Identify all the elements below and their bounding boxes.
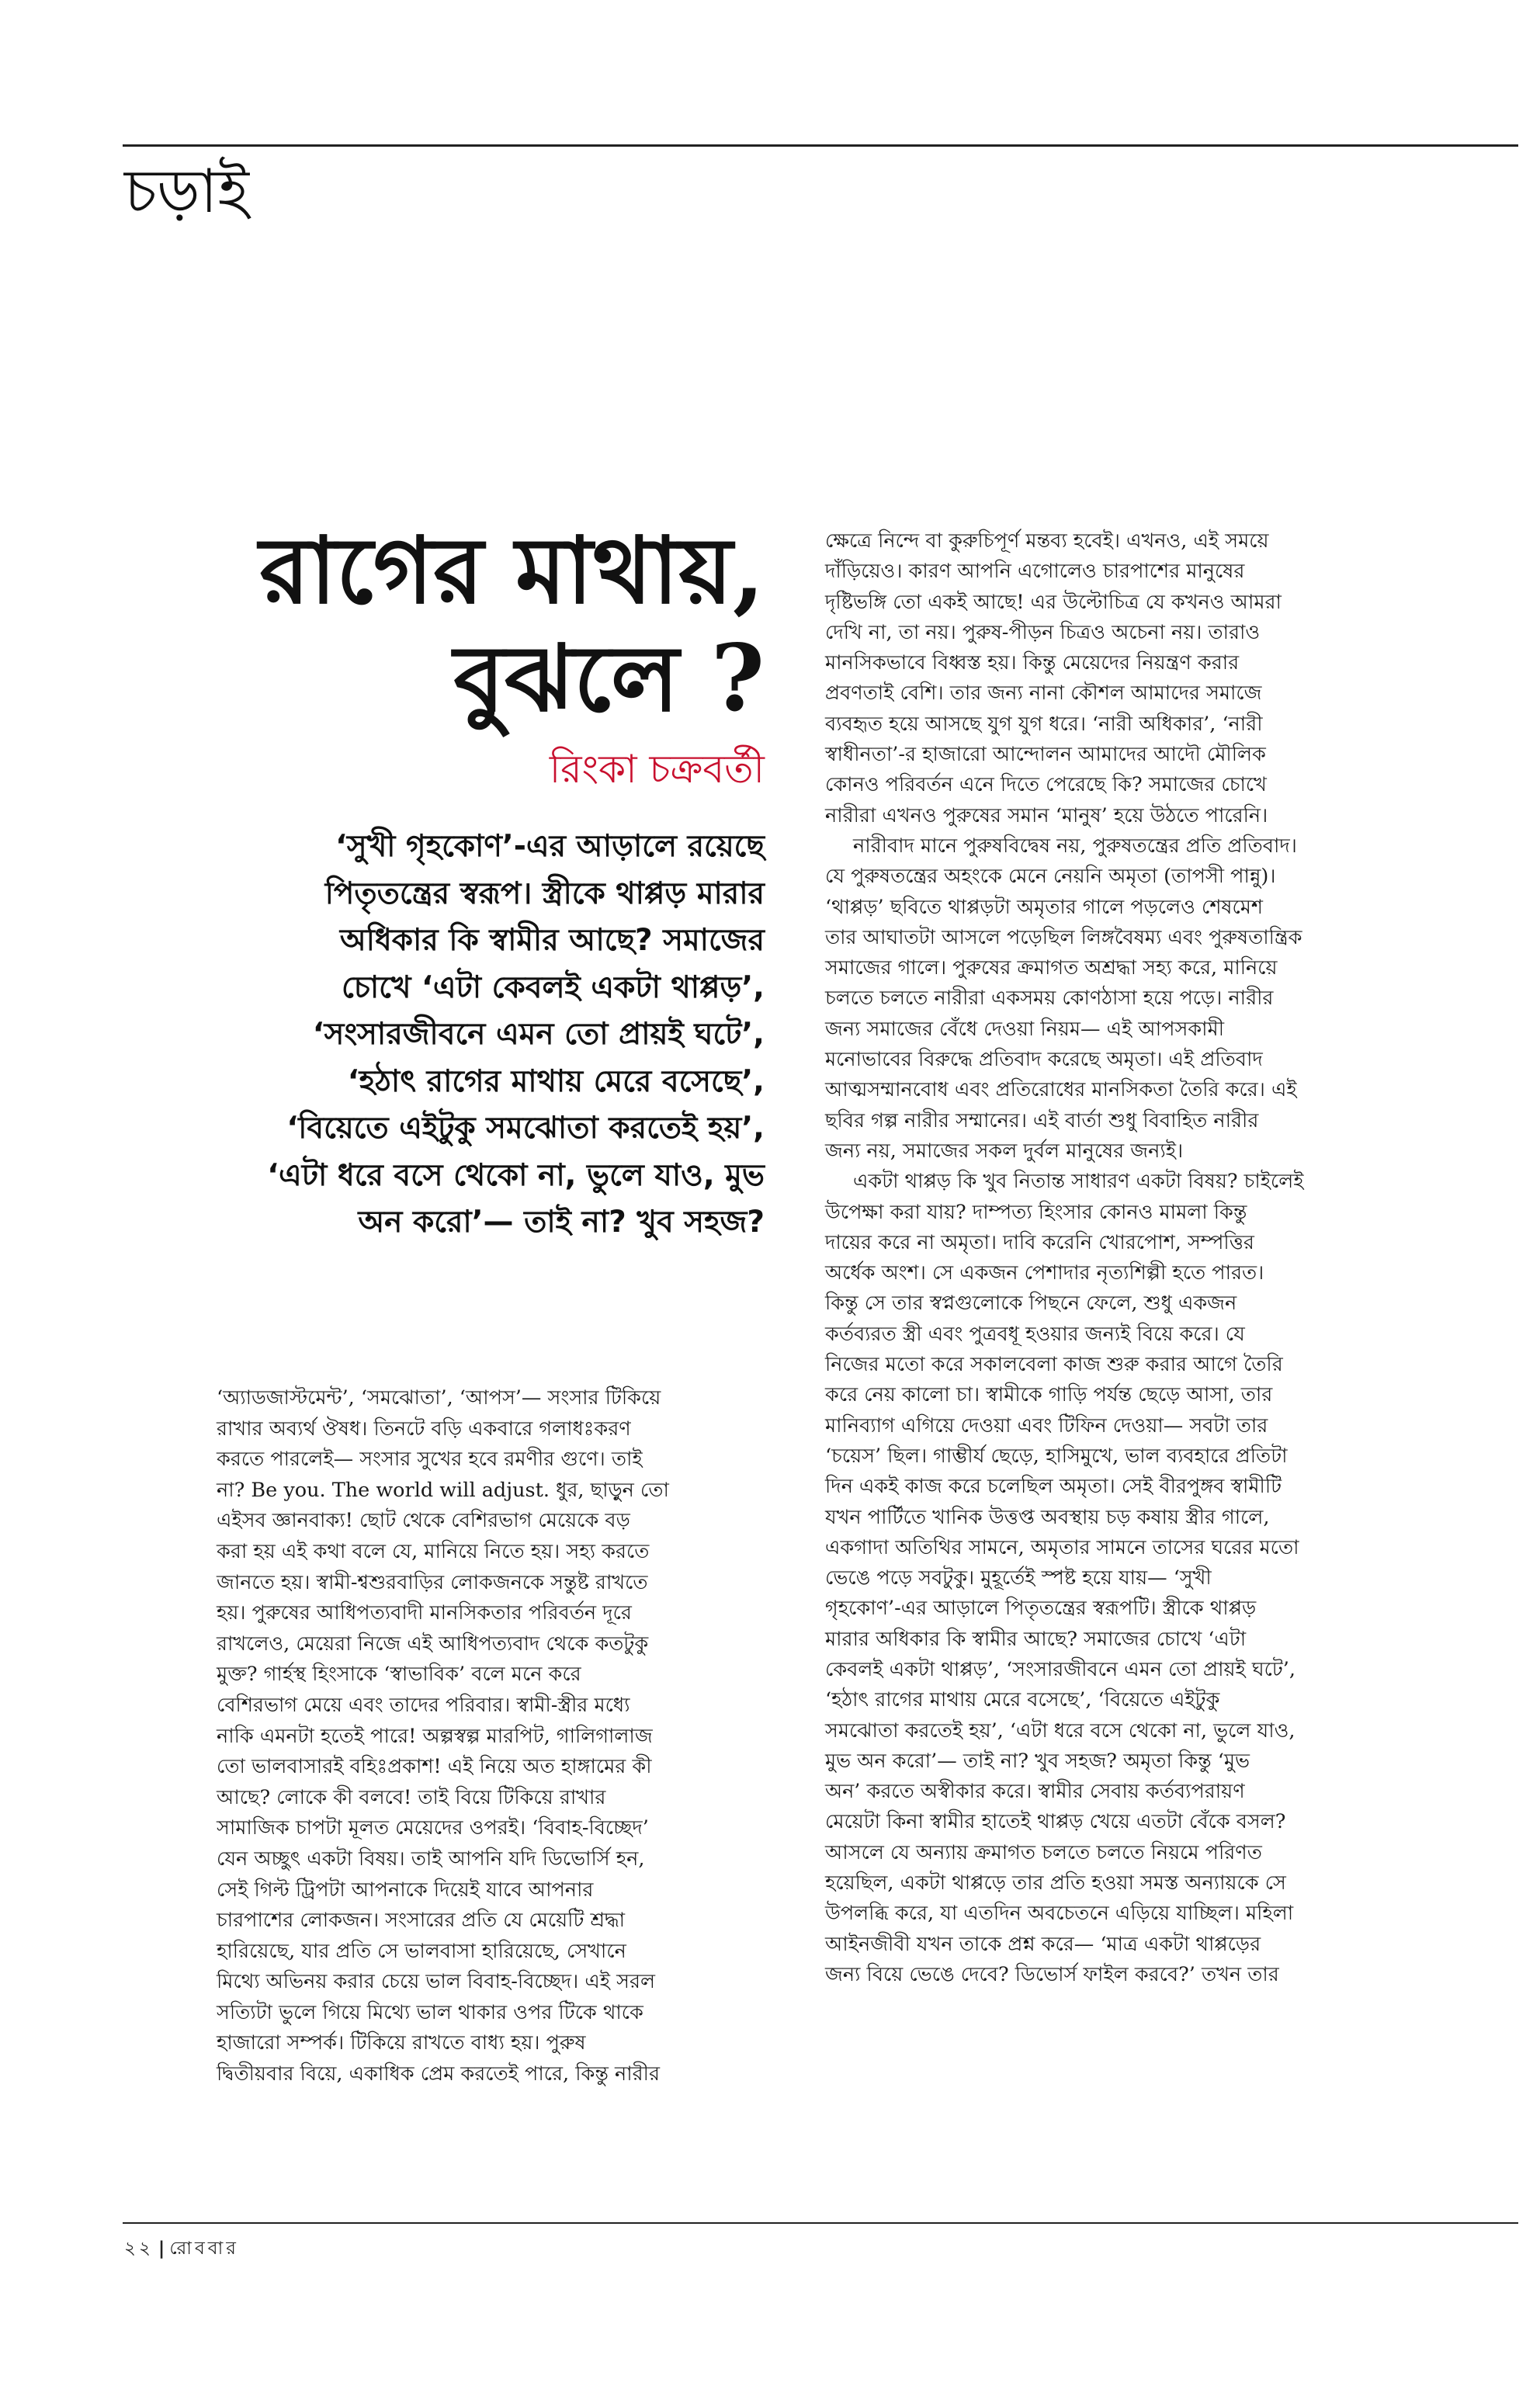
page-number: ২২	[124, 2239, 154, 2259]
body-line: দাঁড়িয়েও। কারণ আপনি এগোলেও চারপাশের মানুষের	[825, 560, 1245, 584]
body-line: সত্যিটা ভুলে গিয়ে মিথ্যে ভাল থাকার ওপর টিকে থাকে	[217, 2000, 643, 2024]
body-line: কোনও পরিবর্তন এনে দিতে পেরেছে কি? সমাজের চোখে	[825, 773, 1267, 797]
body-line: করে নেয় কালো চা। স্বামীকে গাড়ি পর্যন্ত ছেড়ে আসা, তার	[825, 1383, 1273, 1407]
body-line: উপলব্ধি করে, যা এতদিন অবচেতনে এড়িয়ে যাচ্ছিল। মহিলা	[825, 1902, 1294, 1926]
body-line: একগাদা অতিথির সামনে, অমৃতার সামনে তাসের ঘরের মতো	[825, 1535, 1299, 1559]
body-line: জন্য বিয়ে ভেঙে দেবে? ডিভোর্স ফাইল করবে?’ তখন তার	[825, 1962, 1279, 1986]
body-line: সেই গিল্ট ট্রিপটা আপনাকে দিয়েই যাবে আপনার	[217, 1878, 594, 1902]
publication-name: রোববার	[169, 2239, 239, 2259]
standfirst-line: ‘হঠাৎ রাগের মাথায় মেরে বসেছে’,	[347, 1063, 765, 1099]
body-line: মানিব্যাগ এগিয়ে দেওয়া এবং টিফিন দেওয়া— সবটা তার	[825, 1413, 1268, 1438]
body-line: হয়। পুরুষের আধিপত্যবাদী মানসিকতার পরিবর্তন দূরে	[217, 1601, 632, 1625]
body-line: মুক্ত? গার্হস্থ হিংসাকে ‘স্বাভাবিক’ বলে মনে করে	[217, 1663, 581, 1687]
body-line: নিজের মতো করে সকালবেলা কাজ শুরু করার আগে তৈরি	[825, 1353, 1283, 1377]
body-line: নারীরা এখনও পুরুষের সমান ‘মানুষ’ হয়ে উঠতে পারেনি।	[825, 803, 1268, 827]
body-line: আত্মসম্মানবোধ এবং প্রতিরোধের মানসিকতা তৈরি করে। এই	[825, 1078, 1297, 1102]
body-line: যেন অচ্ছুৎ একটা বিষয়। তাই আপনি যদি ডিভোর্সি হন,	[217, 1847, 645, 1871]
page-footer	[124, 2234, 239, 2264]
body-line: নাকি এমনটা হতেই পারে! অল্পস্বল্প মারপিট, গালিগালাজ	[217, 1724, 653, 1748]
standfirst-line: ‘এটা ধরে বসে থেকো না, ভুলে যাও, মুভ	[267, 1157, 765, 1193]
body-line: যখন পার্টিতে খানিক উত্তপ্ত অবস্থায় চড় কষায় স্ত্রীর গালে,	[825, 1505, 1270, 1529]
body-line: আছে? লোকে কী বলবে! তাই বিয়ে টিকিয়ে রাখার	[217, 1785, 606, 1809]
body-line: ব্যবহৃত হয়ে আসছে যুগ যুগ ধরে। ‘নারী অধিকার’, ‘নারী	[825, 712, 1263, 736]
body-line: ছবির গল্প নারীর সম্মানের। এই বার্তা শুধু বিবাহিত নারীর	[825, 1108, 1259, 1132]
body-line: উপেক্ষা করা যায়? দাম্পত্য হিংসার কোনও মামলা কিন্তু	[825, 1200, 1247, 1224]
body-line: দ্বিতীয়বার বিয়ে, একাধিক প্রেম করতেই পারে, কিন্তু নারীর	[217, 2062, 660, 2086]
headline-block	[116, 516, 765, 1247]
body-line: মিথ্যে অভিনয় করার চেয়ে ভাল বিবাহ-বিচ্ছেদ। এই সরল	[217, 1970, 656, 1994]
body-line: ‘হঠাৎ রাগের মাথায় মেরে বসেছে’, ‘বিয়েতে এইটুকু	[825, 1688, 1220, 1712]
footer-separator: |	[158, 2239, 165, 2259]
body-line: মানসিকভাবে বিধ্বস্ত হয়। কিন্তু মেয়েদের নিয়ন্ত্রণ করার	[825, 651, 1240, 675]
body-line: দিন একই কাজ করে চলেছিল অমৃতা। সেই বীরপুঙ্গব স্বামীটি	[825, 1475, 1282, 1499]
body-line: মনোভাবের বিরুদ্ধে প্রতিবাদ করেছে অমৃতা। এই প্রতিবাদ	[825, 1048, 1263, 1072]
body-line: কেবলই একটা থাপ্পড়’, ‘সংসারজীবনে এমন তো প্রায়ই ঘটে’,	[825, 1657, 1295, 1681]
body-line: অন’ করতে অস্বীকার করে। স্বামীর সেবায় কর্তব্যপরায়ণ	[825, 1780, 1245, 1804]
body-line: ভেঙে পড়ে সবটুকু। মুহূর্তেই স্পষ্ট হয়ে যায়— ‘সুখী	[825, 1566, 1212, 1590]
top-rule	[123, 144, 1518, 147]
body-column-left	[217, 1383, 760, 2090]
body-line: সমঝোতা করতেই হয়’, ‘এটা ধরে বসে থেকো না, ভুলে যাও,	[825, 1718, 1295, 1743]
body-line: অর্ধেক অংশ। সে একজন পেশাদার নৃত্যশিল্পী হতে পারত।	[825, 1261, 1264, 1285]
body-line: হয়েছিল, একটা থাপ্পড়ে তার প্রতি হওয়া সমস্ত অন্যায়কে সে	[825, 1871, 1286, 1895]
byline: রিংকা চক্রবর্তী	[549, 747, 765, 792]
body-line: ‘থাপ্পড়’ ছবিতে থাপ্পড়টা অমৃতার গালে পড়লেও শেষমেশ	[825, 895, 1263, 919]
body-line: জানতে হয়। স্বামী-শ্বশুরবাড়ির লোকজনকে সন্তুষ্ট রাখতে	[217, 1570, 648, 1594]
headline-line-1: রাগের মাথায়,	[259, 516, 765, 624]
body-line: কিন্তু সে তার স্বপ্নগুলোকে পিছনে ফেলে, শুধু একজন	[825, 1292, 1237, 1316]
body-line: একটা থাপ্পড় কি খুব নিতান্ত সাধারণ একটা বিষয়? চাইলেই	[853, 1170, 1304, 1194]
body-line: ‘অ্যাডজাস্টমেন্ট’, ‘সমঝোতা’, ‘আপস’— সংসার টিকিয়ে	[217, 1386, 661, 1410]
body-line: গৃহকোণ’-এর আড়ালে পিতৃতন্ত্রের স্বরূপটি। স্ত্রীকে থাপ্পড়	[825, 1597, 1257, 1621]
body-line: করা হয় এই কথা বলে যে, মানিয়ে নিতে হয়। সহ্য করতে	[217, 1539, 650, 1563]
body-line: দেখি না, তা নয়। পুরুষ-পীড়ন চিত্রও অচেনা নয়। তারাও	[825, 620, 1261, 644]
body-line: মারার অধিকার কি স্বামীর আছে? সমাজের চোখে ‘এটা	[825, 1627, 1247, 1651]
body-line: নারীবাদ মানে পুরুষবিদ্বেষ নয়, পুরুষতন্ত্রের প্রতি প্রতিবাদ।	[853, 834, 1297, 858]
body-line: তো ভালবাসারই বহিঃপ্রকাশ! এই নিয়ে অত হাঙ্গামের কী	[217, 1755, 652, 1779]
body-line: আইনজীবী যখন তাকে প্রশ্ন করে— ‘মাত্র একটা থাপ্পড়ের	[825, 1932, 1261, 1956]
body-line: চলতে চলতে নারীরা একসময় কোণঠাসা হয়ে পড়ে। নারীর	[825, 987, 1274, 1011]
standfirst-line: অধিকার কি স্বামীর আছে? সমাজের	[339, 923, 765, 959]
body-line: ‘চয়েস’ ছিল। গাম্ভীর্য ছেড়ে, হাসিমুখে, ভাল ব্যবহারে প্রতিটা	[825, 1444, 1288, 1468]
body-line: রাখার অব্যর্থ ঔষধ। তিনটে বড়ি একবারে গলাধঃকরণ	[217, 1417, 631, 1441]
standfirst-line: চোখে ‘এটা কেবলই একটা থাপ্পড়’,	[342, 969, 765, 1005]
body-line: সামাজিক চাপটা মূলত মেয়েদের ওপরই। ‘বিবাহ-বিচ্ছেদ’	[217, 1816, 649, 1840]
body-line: চারপাশের লোকজন। সংসারের প্রতি যে মেয়েটি শ্রদ্ধা	[217, 1909, 626, 1933]
standfirst-line: ‘বিয়েতে এইটুকু সমঝোতা করতেই হয়’,	[286, 1111, 765, 1146]
body-line: এইসব জ্ঞানবাক্য! ছোট থেকে বেশিরভাগ মেয়েকে বড়	[217, 1509, 630, 1533]
body-line: হাজারো সম্পর্ক। টিকিয়ে রাখতে বাধ্য হয়। পুরুষ	[217, 2031, 586, 2055]
body-line: ক্ষেত্রে নিন্দে বা কুরুচিপূর্ণ মন্তব্য হবেই। এখনও, এই সময়ে	[825, 529, 1269, 553]
body-line: তার আঘাতটা আসলে পড়েছিল লিঙ্গবৈষম্য এবং পুরুষতান্ত্রিক	[825, 925, 1302, 949]
standfirst	[116, 824, 765, 1247]
body-line: মুভ অন করো’— তাই না? খুব সহজ? অমৃতা কিন্তু ‘মুভ	[825, 1749, 1250, 1773]
body-line: জন্য নয়, সমাজের সকল দুর্বল মানুষের জন্যই।	[825, 1139, 1184, 1163]
bottom-rule	[123, 2222, 1518, 2224]
standfirst-line: ‘সংসারজীবনে এমন তো প্রায়ই ঘটে’,	[312, 1017, 765, 1053]
standfirst-line: পিতৃতন্ত্রের স্বরূপ। স্ত্রীকে থাপ্পড় মারার	[324, 876, 765, 911]
body-line: রাখলেও, মেয়েরা নিজে এই আধিপত্যবাদ থেকে কতটুকু	[217, 1632, 649, 1656]
standfirst-line: ‘সুখী গৃহকোণ’-এর আড়ালে রয়েছে	[335, 829, 765, 865]
body-line: প্রবণতাই বেশি। তার জন্য নানা কৌশল আমাদের সমাজে	[825, 681, 1262, 706]
body-line: সমাজের গালে। পুরুষের ক্রমাগত অশ্রদ্ধা সহ্য করে, মানিয়ে	[825, 956, 1278, 980]
body-line: করতে পারলেই— সংসার সুখের হবে রমণীর গুণে। তাই	[217, 1448, 643, 1472]
body-line: স্বাধীনতা’-র হাজারো আন্দোলন আমাদের আদৌ মৌলিক	[825, 743, 1266, 767]
body-line: দায়ের করে না অমৃতা। দাবি করেনি খোরপোশ, সম্পত্তির	[825, 1230, 1254, 1254]
body-line: জন্য সমাজের বেঁধে দেওয়া নিয়ম— এই আপসকামী	[825, 1017, 1225, 1041]
section-label: চড়াই	[124, 157, 249, 227]
body-column-right	[825, 526, 1409, 1990]
body-line: আসলে যে অন্যায় ক্রমাগত চলতে চলতে নিয়মে পরিণত	[825, 1840, 1262, 1864]
headline-line-2: বুঝলে ?	[453, 624, 765, 733]
body-line: কর্তব্যরত স্ত্রী এবং পুত্রবধূ হওয়ার জন্যই বিয়ে করে। যে	[825, 1322, 1245, 1346]
body-line: হারিয়েছে, যার প্রতি সে ভালবাসা হারিয়েছে, সেখানে	[217, 1939, 626, 1963]
body-line: না? Be you. The world will adjust. ধুর, ছাড়ুন তো	[217, 1478, 669, 1502]
body-line: বেশিরভাগ মেয়ে এবং তাদের পরিবার। স্বামী-স্ত্রীর মধ্যে	[217, 1693, 630, 1717]
body-line: দৃষ্টিভঙ্গি তো একই আছে! এর উল্টোচিত্র যে কখনও আমরা	[825, 590, 1282, 614]
body-line: যে পুরুষতন্ত্রের অহংকে মেনে নেয়নি অমৃতা (তাপসী পান্নু)।	[825, 865, 1276, 889]
standfirst-line: অন করো’— তাই না? খুব সহজ?	[358, 1205, 765, 1240]
body-line: মেয়েটা কিনা স্বামীর হাতেই থাপ্পড় খেয়ে এতটা বেঁকে বসল?	[825, 1810, 1286, 1834]
